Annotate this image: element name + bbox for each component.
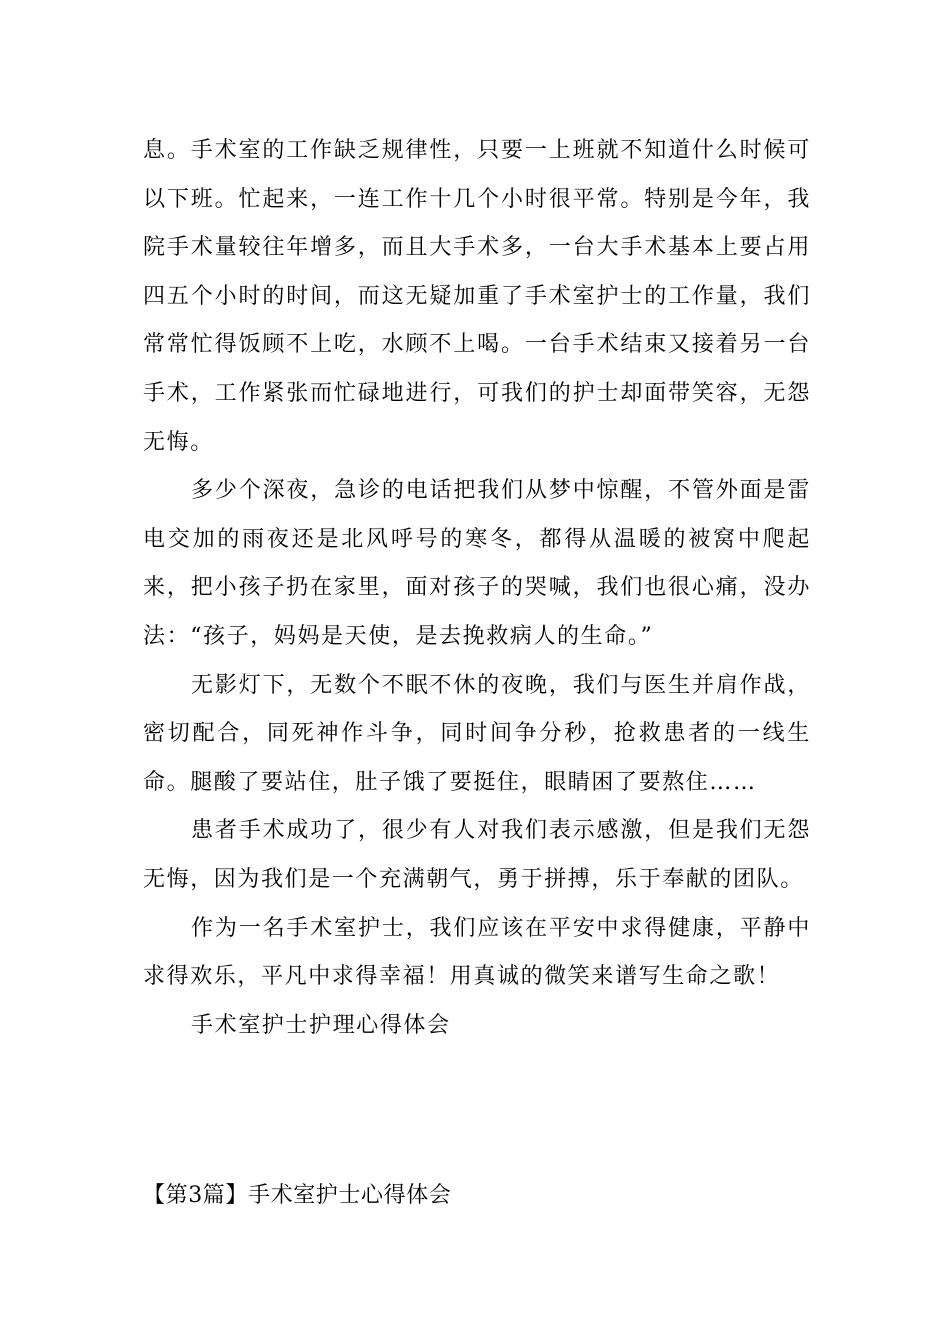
paragraph-subtitle: 手术室护士护理心得体会 bbox=[191, 1012, 451, 1038]
paragraph-shadowless-lamp: 无影灯下，无数个不眠不休的夜晚，我们与医生并肩作战，密切配合，同死神作斗争，同时间争分秒，抢救患者的一线生命。腿酸了要站住，肚子饿了要挺住，眼睛困了要熬住…… bbox=[143, 672, 811, 795]
paragraph-late-night-emergency: 多少个深夜，急诊的电话把我们从梦中惊醒，不管外面是雷电交加的雨夜还是北风呼号的寒冬，都得从温暖的被窝中爬起来，把小孩子扔在家里，面对孩子的哭喊，我们也很心痛，没办法：“孩子，妈妈是天使，是去挽救病人的生命。” bbox=[143, 478, 811, 649]
paragraph-surgery-success: 患者手术成功了，很少有人对我们表示感激，但是我们无怨无悔，因为我们是一个充满朝气，勇于拼搏，乐于奉献的团队。 bbox=[143, 818, 811, 892]
section-heading: 【第3篇】手术室护士心得体会 bbox=[143, 1183, 452, 1208]
paragraph-closing: 作为一名手术室护士，我们应该在平安中求得健康，平静中求得欢乐，平凡中求得幸福！用真诚的微笑来谱写生命之歌！ bbox=[143, 915, 811, 990]
document-body bbox=[143, 127, 811, 1050]
paragraph-continued: 息。手术室的工作缺乏规律性，只要一上班就不知道什么时候可以下班。忙起来，一连工作十几个小时很平常。特别是今年，我院手术量较往年增多，而且大手术多，一台大手术基本上要占用四五个小时的时间，而这无疑加重了手术室护士的工作量，我们常常忙得饭顾不上吃，水顾不上喝。一台手术结束又接着另一台手术，工作紧张而忙碌地进行，可我们的护士却面带笑容，无怨无悔。 bbox=[143, 138, 811, 455]
